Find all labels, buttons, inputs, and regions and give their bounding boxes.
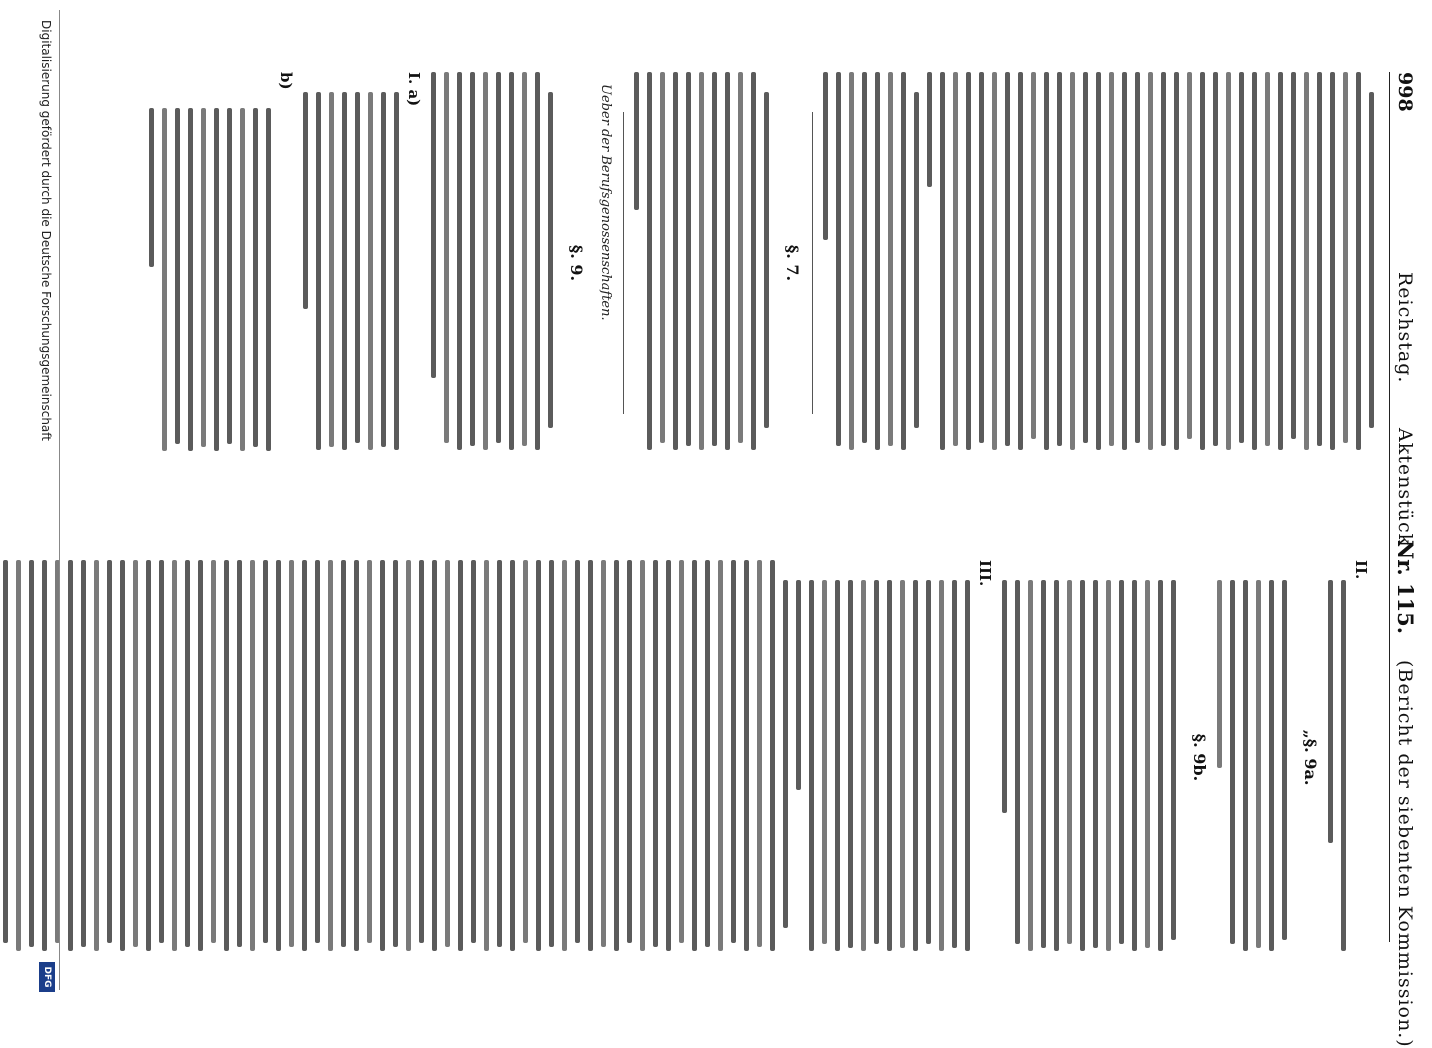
text-line (900, 580, 905, 948)
text-line (188, 108, 193, 451)
text-line (1122, 72, 1127, 450)
paragraph (634, 72, 769, 454)
section-heading: §. 9. (567, 244, 586, 282)
text-line (1341, 580, 1346, 951)
text-line (214, 108, 219, 451)
text-line (1158, 580, 1163, 951)
text-line (444, 72, 449, 443)
text-line (1330, 72, 1335, 450)
text-line (133, 560, 138, 947)
text-line (536, 560, 541, 951)
text-line (738, 72, 743, 443)
text-line (497, 560, 502, 947)
text-line (992, 72, 997, 450)
text-line (979, 72, 984, 443)
text-line (329, 92, 334, 447)
text-line (848, 580, 853, 948)
text-line (1217, 580, 1222, 768)
text-line (1291, 72, 1296, 439)
text-line (953, 72, 958, 446)
text-line (1031, 72, 1036, 439)
text-line (1018, 72, 1023, 450)
text-line (1002, 580, 1007, 813)
text-line (913, 580, 918, 951)
credit-text: Digitalisierung gefördert durch die Deutsche Forschungsgemeinschaft (39, 20, 53, 442)
text-line (1171, 580, 1176, 940)
text-line (159, 560, 164, 943)
text-line (875, 72, 880, 450)
text-line (263, 560, 268, 943)
text-line (849, 72, 854, 450)
report-title: (Bericht der siebenten Kommission.) (1394, 660, 1416, 1048)
paragraph (823, 72, 919, 454)
text-line (549, 560, 554, 947)
text-line (627, 560, 632, 943)
text-line (926, 580, 931, 944)
text-line (1213, 72, 1218, 446)
dfg-logo: DFG (39, 962, 55, 992)
text-line (952, 580, 957, 948)
text-line (240, 108, 245, 451)
text-line (302, 560, 307, 951)
section-heading: §. 9b. (1190, 733, 1209, 782)
text-line (237, 560, 242, 947)
text-line (705, 560, 710, 947)
text-line (201, 108, 206, 447)
text-line (640, 560, 645, 951)
text-line (692, 560, 697, 951)
text-line (1269, 580, 1274, 951)
text-line (1230, 580, 1235, 944)
text-line (575, 560, 580, 943)
text-line (1070, 72, 1075, 450)
item-label: II. (1352, 560, 1370, 580)
text-line (887, 580, 892, 951)
text-line (266, 108, 271, 451)
text-line (483, 72, 488, 450)
text-line (666, 560, 671, 951)
text-line (107, 560, 112, 943)
running-annex: Aktenstück (1394, 428, 1416, 547)
text-line (836, 72, 841, 446)
text-line (1317, 72, 1322, 446)
text-line (965, 580, 970, 951)
text-line (1028, 580, 1033, 951)
text-line (1369, 92, 1374, 428)
text-line (601, 560, 606, 947)
paragraph (149, 108, 271, 454)
text-line (647, 72, 652, 450)
paragraph (431, 72, 553, 454)
text-line (1328, 580, 1333, 843)
text-line (419, 560, 424, 943)
text-line (653, 560, 658, 947)
text-line (548, 92, 553, 428)
text-line (406, 560, 411, 951)
text-line (1282, 580, 1287, 940)
text-line (471, 560, 476, 943)
text-line (289, 560, 294, 947)
text-line (888, 72, 893, 446)
text-line (966, 72, 971, 450)
text-line (862, 72, 867, 443)
paragraph (0, 560, 788, 955)
text-line (770, 560, 775, 951)
text-line (901, 72, 906, 450)
text-line (276, 560, 281, 951)
text-line (1057, 72, 1062, 446)
text-line (699, 72, 704, 450)
text-line (470, 72, 475, 446)
text-line (588, 560, 593, 951)
divider (623, 112, 624, 414)
text-line (835, 580, 840, 951)
text-line (1356, 72, 1361, 450)
text-line (1054, 580, 1059, 951)
text-line (1145, 580, 1150, 948)
text-line (673, 72, 678, 450)
text-line (1174, 72, 1179, 450)
text-line (149, 108, 154, 267)
divider (812, 112, 813, 414)
text-line (94, 560, 99, 951)
item-label: b) (277, 72, 295, 90)
text-line (718, 560, 723, 951)
text-line (1005, 72, 1010, 446)
paragraph (303, 92, 399, 454)
text-line (757, 560, 762, 947)
text-line (185, 560, 190, 947)
text-line (1080, 580, 1085, 951)
text-line (712, 72, 717, 446)
text-line (809, 580, 814, 951)
text-line (861, 580, 866, 951)
text-line (939, 580, 944, 951)
text-line (1135, 72, 1140, 443)
text-line (367, 560, 372, 943)
text-line (211, 560, 216, 943)
text-line (510, 560, 515, 951)
section-heading: §. 7. (783, 244, 802, 282)
text-line (1132, 580, 1137, 951)
subsection-heading: Ueber der Berufsgenossenschaften. (598, 84, 613, 321)
text-line (535, 72, 540, 450)
text-line (445, 560, 450, 947)
item-label: I. a) (405, 72, 423, 107)
text-line (224, 560, 229, 951)
text-line (432, 560, 437, 951)
paragraph (927, 72, 1374, 454)
text-line (614, 560, 619, 951)
text-line (1093, 580, 1098, 948)
text-line (253, 108, 258, 447)
text-line (354, 560, 359, 951)
text-line (1239, 72, 1244, 443)
text-line (744, 560, 749, 951)
text-line (175, 108, 180, 444)
running-title: Reichstag. (1394, 272, 1416, 384)
paragraph (1002, 580, 1176, 955)
issue-number: Nr. 115. (1393, 540, 1418, 635)
text-line (1343, 72, 1348, 443)
digitization-credit (33, 10, 60, 990)
text-line (823, 72, 828, 240)
text-line (1041, 580, 1046, 948)
right-column (0, 560, 1374, 955)
text-line (1256, 580, 1261, 948)
item-label: III. (976, 560, 994, 587)
text-line (457, 72, 462, 450)
text-line (341, 560, 346, 947)
text-line (1161, 72, 1166, 446)
text-line (355, 92, 360, 443)
text-line (380, 560, 385, 951)
text-line (458, 560, 463, 951)
text-line (1067, 580, 1072, 944)
text-line (484, 560, 489, 951)
text-line (751, 72, 756, 450)
text-line (1265, 72, 1270, 446)
text-line (16, 560, 21, 951)
text-line (731, 560, 736, 943)
text-line (431, 72, 436, 378)
paragraph (1328, 580, 1346, 955)
paragraph (796, 580, 970, 955)
text-line (315, 560, 320, 943)
text-line (1304, 72, 1309, 450)
text-line (927, 72, 932, 187)
text-line (686, 72, 691, 446)
text-line (81, 560, 86, 947)
text-line (522, 72, 527, 446)
text-line (1278, 72, 1283, 450)
text-line (1106, 580, 1111, 951)
left-column (141, 72, 1374, 454)
text-line (1226, 72, 1231, 450)
text-line (1187, 72, 1192, 439)
text-line (381, 92, 386, 447)
text-line (342, 92, 347, 450)
text-line (783, 580, 788, 928)
text-line (198, 560, 203, 951)
text-line (172, 560, 177, 951)
text-line (796, 580, 801, 790)
text-line (523, 560, 528, 943)
text-line (562, 560, 567, 951)
text-line (68, 560, 73, 951)
text-line (509, 72, 514, 450)
text-line (1148, 72, 1153, 450)
text-line (162, 108, 167, 451)
text-line (1243, 580, 1248, 951)
text-line (3, 560, 8, 943)
text-line (1096, 72, 1101, 450)
text-line (316, 92, 321, 450)
text-line (725, 72, 730, 450)
text-line (1200, 72, 1205, 450)
text-line (1083, 72, 1088, 443)
text-line (1015, 580, 1020, 944)
text-line (940, 72, 945, 450)
text-line (120, 560, 125, 951)
text-line (393, 560, 398, 947)
text-line (679, 560, 684, 943)
text-line (1109, 72, 1114, 446)
text-line (250, 560, 255, 951)
text-line (874, 580, 879, 944)
section-heading: „§. 9a. (1301, 729, 1320, 786)
text-line (914, 92, 919, 428)
text-line (1119, 580, 1124, 944)
running-header (1389, 72, 1418, 1048)
text-line (227, 108, 232, 444)
text-line (303, 92, 308, 309)
text-line (146, 560, 151, 951)
text-line (394, 92, 399, 450)
text-line (660, 72, 665, 443)
text-line (496, 72, 501, 443)
text-line (634, 72, 639, 210)
text-line (822, 580, 827, 944)
text-line (1252, 72, 1257, 450)
text-line (764, 92, 769, 428)
text-line (1044, 72, 1049, 450)
paragraph (1217, 580, 1287, 955)
text-line (328, 560, 333, 951)
text-line (368, 92, 373, 450)
page-number: 998 (1394, 72, 1416, 112)
